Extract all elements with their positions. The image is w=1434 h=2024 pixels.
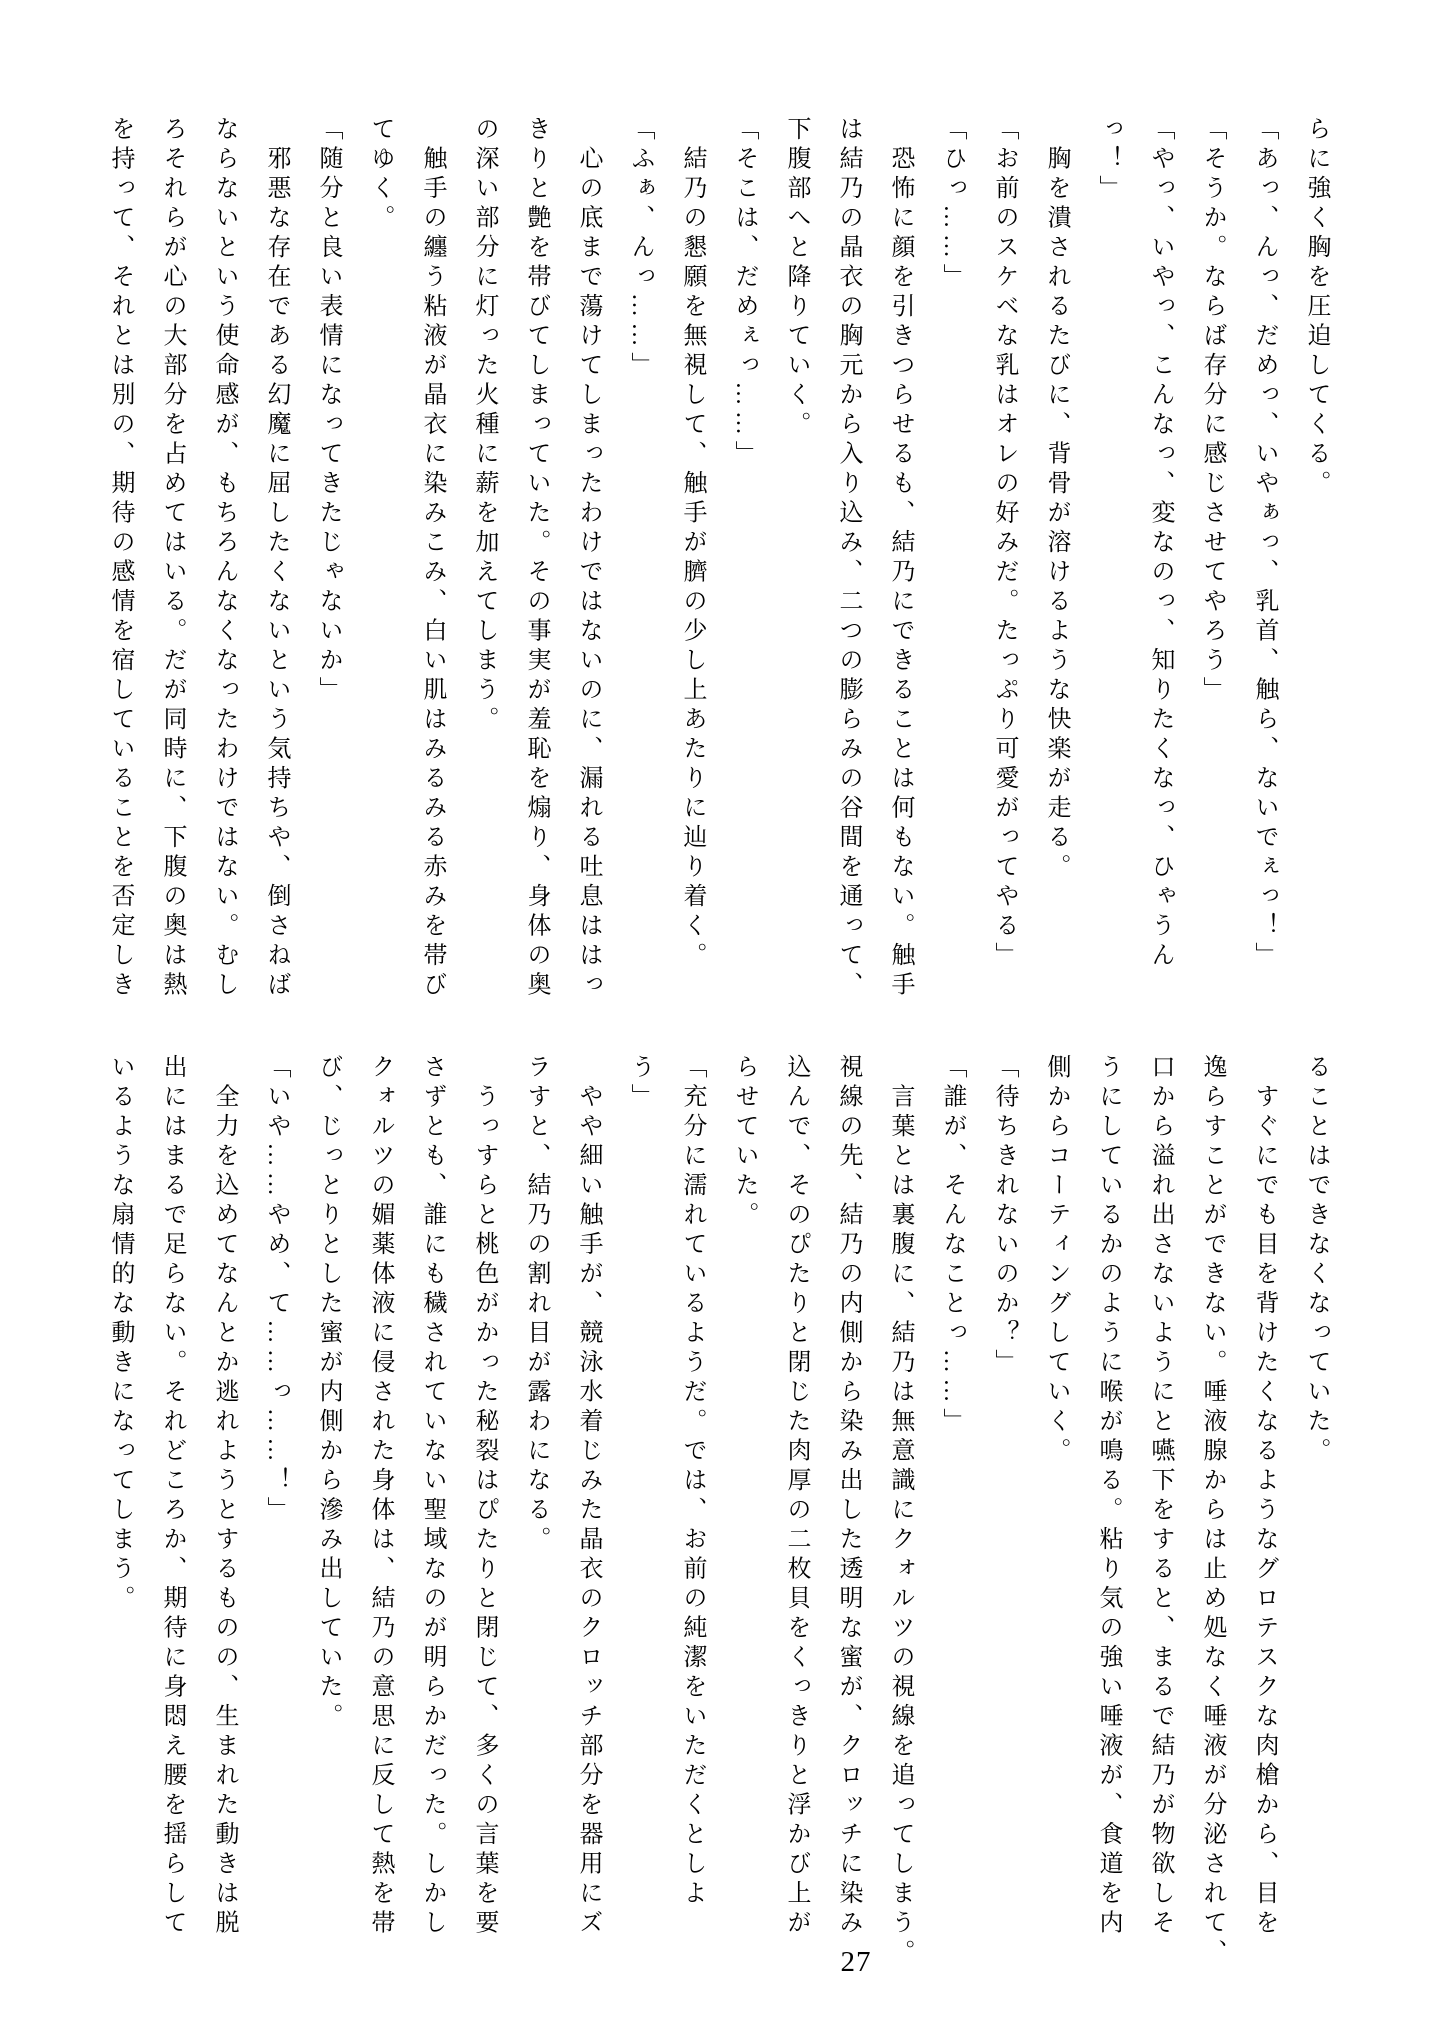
- text-line-upper: 下腹部へと降りていく。: [783, 116, 809, 441]
- text-line-lower: 視線の先、結乃の内側から染み出した透明な蜜が、クロッチに染み: [835, 1054, 861, 1939]
- text-line-lower: すぐにでも目を背けたくなるようなグロテスクな肉槍から、目を: [1251, 1054, 1277, 1939]
- text-line-lower: 逸らすことができない。唾液腺からは止め処なく唾液が分泌されて、: [1199, 1054, 1225, 1969]
- text-line-lower: らせていた。: [731, 1054, 757, 1231]
- text-line-lower: 出にはまるで足らない。それどころか、期待に身悶え腰を揺らして: [159, 1054, 185, 1939]
- text-block-upper: [94, 116, 1342, 1006]
- text-line-lower: うっすらと桃色がかった秘裂はぴたりと閉じて、多くの言葉を要: [471, 1054, 497, 1939]
- text-line-upper: の深い部分に灯った火種に薪を加えてしまう。: [471, 116, 497, 736]
- text-line-lower: 口から溢れ出さないようにと嚥下をすると、まるで結乃が物欲しそ: [1147, 1054, 1173, 1939]
- text-line-lower: び、じっとりとした蜜が内側から滲み出していた。: [315, 1054, 341, 1733]
- text-line-lower: ることはできなくなっていた。: [1303, 1054, 1329, 1467]
- text-line-lower: 「誰が、そんなことっ……」: [939, 1054, 965, 1438]
- text-line-upper: 恐怖に顔を引きつらせるも、結乃にできることは何もない。触手: [887, 116, 913, 1001]
- text-line-lower: 「いや……やめ、て……っ……！」: [263, 1054, 289, 1526]
- text-line-lower: 「充分に濡れているようだ。では、お前の純潔をいただくとしよ: [679, 1054, 705, 1910]
- text-line-lower: 言葉とは裏腹に、結乃は無意識にクォルツの視線を追ってしまう。: [887, 1054, 913, 1969]
- text-line-upper: 胸を潰されるたびに、背骨が溶けるような快楽が走る。: [1043, 116, 1069, 883]
- text-line-upper: 心の底まで蕩けてしまったわけではないのに、漏れる吐息ははっ: [575, 116, 601, 1001]
- text-line-upper: 「随分と良い表情になってきたじゃないか」: [315, 116, 341, 706]
- text-line-upper: 「そうか。ならば存分に感じさせてやろう」: [1199, 116, 1225, 706]
- text-line-upper: 邪悪な存在である幻魔に屈したくないという気持ちや、倒さねば: [263, 116, 289, 1001]
- text-line-upper: ろそれらが心の大部分を占めてはいる。だが同時に、下腹の奥は熱: [159, 116, 185, 1001]
- text-line-upper: ならないという使命感が、もちろんなくなったわけではない。むし: [211, 116, 237, 1001]
- text-line-lower: 側からコーティングしていく。: [1043, 1054, 1069, 1467]
- text-line-lower: 込んで、そのぴたりと閉じた肉厚の二枚貝をくっきりと浮かび上が: [783, 1054, 809, 1939]
- text-line-lower: やや細い触手が、競泳水着じみた晶衣のクロッチ部分を器用にズ: [575, 1054, 601, 1939]
- text-line-upper: 結乃の懇願を無視して、触手が臍の少し上あたりに辿り着く。: [679, 116, 705, 972]
- text-line-upper: らに強く胸を圧迫してくる。: [1303, 116, 1329, 500]
- text-line-lower: 「待ちきれないのか？」: [991, 1054, 1017, 1379]
- text-line-upper: 「ひっ……」: [939, 116, 965, 293]
- text-line-upper: てゆく。: [367, 116, 393, 234]
- text-line-upper: 「ふぁ、んっ……」: [627, 116, 653, 382]
- text-line-upper: は結乃の晶衣の胸元から入り込み、二つの膨らみの谷間を通って、: [835, 116, 861, 1001]
- text-line-lower: いるような扇情的な動きになってしまう。: [107, 1054, 133, 1615]
- text-line-upper: きりと艶を帯びてしまっていた。その事実が羞恥を煽り、身体の奥: [523, 116, 549, 1001]
- text-line-lower: うにしているかのように喉が鳴る。粘り気の強い唾液が、食道を内: [1095, 1054, 1121, 1939]
- text-line-upper: 触手の纏う粘液が晶衣に染みこみ、白い肌はみるみる赤みを帯び: [419, 116, 445, 1001]
- text-line-lower: ラすと、結乃の割れ目が露わになる。: [523, 1054, 549, 1556]
- text-line-upper: っ！」: [1095, 116, 1121, 205]
- text-line-lower: う」: [627, 1054, 653, 1113]
- text-line-lower: 全力を込めてなんとか逃れようとするものの、生まれた動きは脱: [211, 1054, 237, 1939]
- page-number: 27: [840, 1946, 872, 1978]
- text-line-upper: 「そこは、だめぇっ……」: [731, 116, 757, 470]
- text-line-lower: さずとも、誰にも穢されていない聖域なのが明らかだった。しかし: [419, 1054, 445, 1939]
- text-line-upper: 「あっ、んっ、だめっ、いやぁっ、乳首、触ら、ないでぇっ！」: [1251, 116, 1277, 972]
- text-line-lower: クォルツの媚薬体液に侵された身体は、結乃の意思に反して熱を帯: [367, 1054, 393, 1939]
- text-line-upper: 「お前のスケベな乳はオレの好みだ。たっぷり可愛がってやる」: [991, 116, 1017, 972]
- text-line-upper: を持って、それとは別の、期待の感情を宿していることを否定しき: [107, 116, 133, 1001]
- text-line-upper: 「やっ、いやっ、こんなっ、変なのっ、知りたくなっ、ひゃうん: [1147, 116, 1173, 972]
